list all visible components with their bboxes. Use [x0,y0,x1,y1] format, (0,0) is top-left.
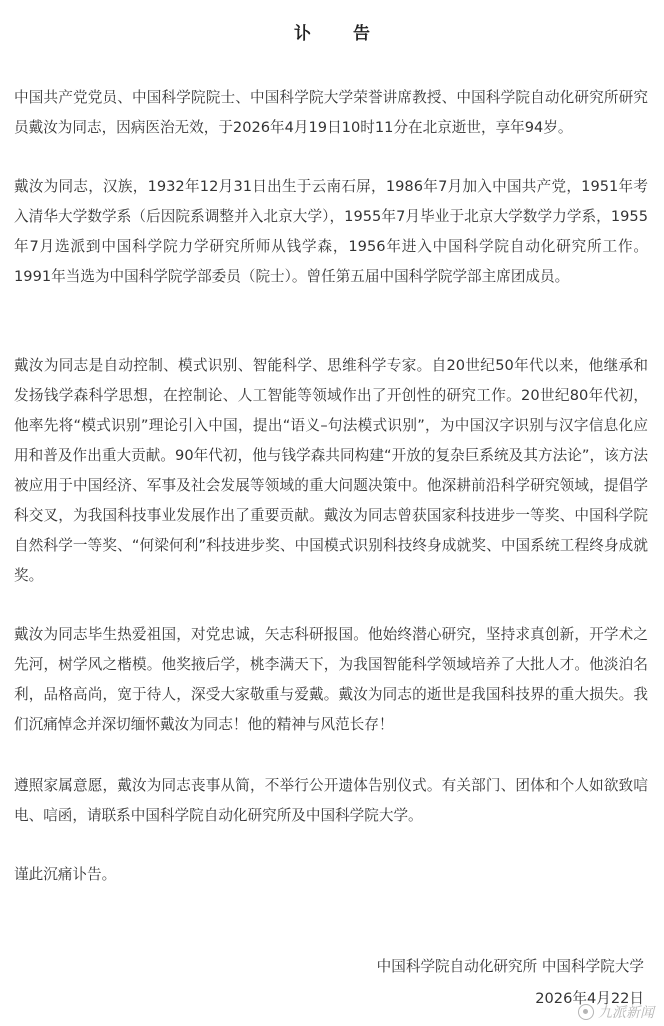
paragraph-biography: 戴汝为同志，汉族，1932年12月31日出生于云南石屏，1986年7月加入中国共产党，1951年考入清华大学数学系（后因院系调整并入北京大学），1955年7月毕业于北京大学数学力学系，1955年7月选派到中国科学院力学研究所师从钱学森，1956年进入中国科学院自动化研究所工作。1991年当选为中国科学院学部委员（院士）。曾任第五届中国科学院学部主席团成员。 [14,178,648,285]
paragraph-tribute: 戴汝为同志毕生热爱祖国，对党忠诚，矢志科研报国。他始终潜心研究，坚持求真创新，开学术之先河，树学风之楷模。他奖掖后学，桃李满天下，为我国智能科学领域培养了大批人才。他淡泊名利，品格高尚，宽于待人，深受大家敬重与爱戴。戴汝为同志的逝世是我国科技界的重大损失。我们沉痛悼念并深切缅怀戴汝为同志！他的精神与风范长存！ [14,626,648,733]
watermark-text: 九派新闻 [598,1005,654,1021]
paragraph-funeral-arrangements: 遵照家属意愿，戴汝为同志丧事从简，不举行公开遗体告别仪式。有关部门、团体和个人如欲致唁电、唁函，请联系中国科学院自动化研究所及中国科学院大学。 [14,777,648,824]
paragraph-closing: 谨此沉痛讣告。 [14,866,117,883]
signature-organizations: 中国科学院自动化研究所 中国科学院大学 [376,958,644,975]
watermark [578,1002,654,1022]
paragraph-announcement: 中国共产党党员、中国科学院院士、中国科学院大学荣誉讲席教授、中国科学院自动化研究所研究员戴汝为同志，因病医治无效，于2026年4月19日10时11分在北京逝世，享年94岁。 [14,89,648,136]
paragraph-achievements: 戴汝为同志是自动控制、模式识别、智能科学、思维科学专家。自20世纪50年代以来，他继承和发扬钱学森科学思想，在控制论、人工智能等领域作出了开创性的研究工作。20世纪80年代初，他率先将“模式识别”理论引入中国，提出“语义–句法模式识别”，为中国汉字识别与汉字信息化应用和普及作出重大贡献。90年代初，他与钱学森共同构建“开放的复杂巨系统及其方法论”，该方法被应用于中国经济、军事及社会发展等领域的重大问题决策中。他深耕前沿科学研究领域，提倡学科交叉，为我国科技事业发展作出了重要贡献。戴汝为同志曾获国家科技进步一等奖、中国科学院自然科学一等奖、“何梁何利”科技进步奖、中国模式识别科技终身成就奖、中国系统工程终身成就奖。 [14,357,648,584]
page-title: 讣 告 [294,24,388,44]
signature-date: 2026年4月22日 [535,990,644,1007]
weibo-logo-icon [578,1004,594,1020]
